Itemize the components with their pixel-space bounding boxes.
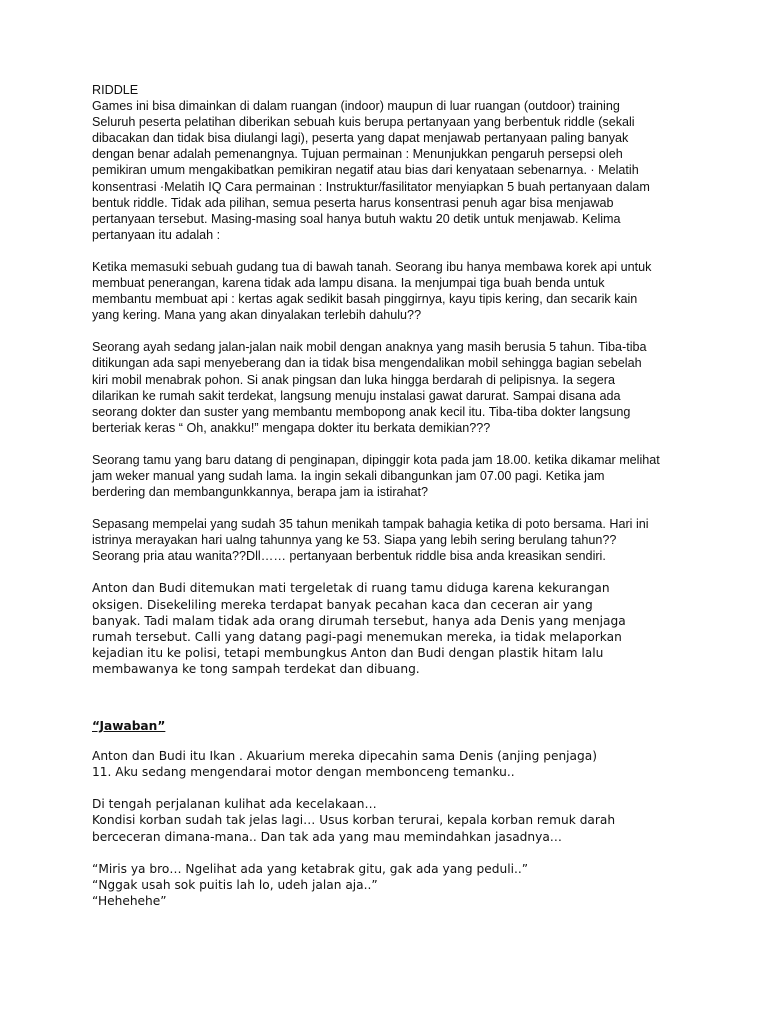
answer-heading — [92, 718, 692, 734]
text-line: “Miris ya bro… Ngelihat ada yang ketabrak gitu, gak ada yang peduli..” — [92, 861, 529, 876]
text-line: Kondisi korban sudah tak jelas lagi… Usus korban terurai, kepala korban remuk darah — [92, 813, 616, 828]
text-line: pertanyaan tersebut. Masing-masing soal hanya butuh waktu 20 detik untuk menjawab. Kelima — [92, 211, 621, 226]
text-line: Ketika memasuki sebuah gudang tua di bawah tanah. Seorang ibu hanya membawa korek api untuk — [92, 259, 652, 274]
text-line: ditikungan ada sapi menyeberang dan ia tidak bisa mengendalikan mobil sehingga bagian sebelah — [92, 356, 642, 371]
text-line: Sepasang mempelai yang sudah 35 tahun menikah tampak bahagia ketika di poto bersama. Hari ini — [92, 517, 649, 532]
text-line: banyak. Tadi malam tidak ada orang dirumah tersebut, hanya ada Denis yang menjaga — [92, 613, 626, 628]
text-line: rumah tersebut. Calli yang datang pagi-pagi menemukan mereka, ia tidak melaporkan — [92, 630, 622, 645]
document-page — [92, 82, 692, 909]
text-line: jam weker manual yang sudah lama. Ia ingin sekali dibangunkan jam 07.00 pagi. Ketika jam — [92, 468, 605, 483]
text-line: dibacakan dan tidak bisa diulangi lagi), peserta yang dapat menjawab pertanyaan paling banyak — [92, 131, 629, 146]
text-line: 11. Aku sedang mengendarai motor dengan membonceng temanku.. — [92, 765, 515, 780]
text-line: yang kering. Mana yang akan dinyalakan terlebih dahulu?? — [92, 308, 422, 323]
text-line: Seorang ayah sedang jalan-jalan naik mobil dengan anaknya yang masih berusia 5 tahun. Tiba-tiba — [92, 340, 647, 355]
text-line: Seorang pria atau wanita??Dll…… pertanyaan berbentuk riddle bisa anda kreasikan sendiri. — [92, 549, 606, 564]
text-line: konsentrasi ·Melatih IQ Cara permainan : Instruktur/fasilitator menyiapkan 5 buah pertanyaan dalam — [92, 179, 650, 194]
story-1-paragraph — [92, 796, 692, 845]
answer-heading-text: “Jawaban” — [92, 718, 166, 733]
text-line: membuat penerangan, karena tidak ada lampu disana. Ia menjumpai tiga buah benda untuk — [92, 276, 605, 291]
riddle-1-paragraph — [92, 259, 692, 323]
text-line: membawanya ke tong sampah terdekat dan dibuang. — [92, 662, 420, 677]
text-line: dengan benar adalah pemenangnya. Tujuan permainan : Menunjukkan pengaruh persepsi oleh — [92, 147, 623, 162]
text-line: berceceran dimana-mana.. Dan tak ada yang mau memindahkan jasadnya… — [92, 829, 562, 844]
text-line: oksigen. Disekeliling mereka terdapat banyak pecahan kaca dan ceceran air yang — [92, 597, 593, 612]
riddle-5-paragraph — [92, 580, 692, 677]
text-line: Seluruh peserta pelatihan diberikan sebuah kuis berupa pertanyaan yang berbentuk riddle (sekali — [92, 115, 635, 130]
text-line: berdering dan membangunkkannya, berapa jam ia istirahat? — [92, 485, 429, 500]
text-line: Anton dan Budi itu Ikan . Akuarium mereka dipecahin sama Denis (anjing penjaga) — [92, 748, 597, 763]
text-line: dilarikan ke rumah sakit terdekat, langsung menuju instalasi gawat darurat. Sampai disana ada — [92, 388, 621, 403]
story-2-paragraph — [92, 861, 692, 910]
text-line: istrinya merayakan hari ualng tahunnya yang ke 53. Siapa yang lebih sering berulang tahun?? — [92, 533, 617, 548]
text-line: berteriak keras “ Oh, anakku!” mengapa dokter itu berkata demikian??? — [92, 420, 491, 435]
title-text: RIDDLE — [92, 83, 139, 97]
text-line: seorang dokter dan suster yang membantu membopong anak kecil itu. Tiba-tiba dokter langsung — [92, 404, 631, 419]
text-line: Anton dan Budi ditemukan mati tergeletak di ruang tamu diduga karena kekurangan — [92, 581, 610, 596]
riddle-2-paragraph — [92, 339, 692, 436]
text-line: Di tengah perjalanan kulihat ada kecelakaan… — [92, 797, 377, 812]
intro-paragraph — [92, 98, 692, 243]
answer-1-paragraph — [92, 748, 692, 780]
text-line: “Nggak usah sok puitis lah lo, udeh jalan aja..” — [92, 878, 378, 893]
text-line: bentuk riddle. Tidak ada pilihan, semua peserta harus konsentrasi penuh agar bisa menjawab — [92, 195, 614, 210]
text-line: membantu membuat api : kertas agak sedikit basah pinggirnya, kayu tipis kering, dan secarik kain — [92, 292, 638, 307]
text-line: pemikiran umum mengakibatkan pemikiran negatif atau bias dari kenyataan sebenarnya. · Melatih — [92, 163, 639, 178]
text-line: pertanyaan itu adalah : — [92, 227, 221, 242]
riddle-3-paragraph — [92, 452, 692, 500]
text-line: kiri mobil menabrak pohon. Si anak pingsan dan luka hingga berdarah di pelipisnya. Ia segera — [92, 372, 615, 387]
text-line: Seorang tamu yang baru datang di penginapan, dipinggir kota pada jam 18.00. ketika dikamar melihat — [92, 452, 660, 467]
riddle-4-paragraph — [92, 516, 692, 564]
text-line: Games ini bisa dimainkan di dalam ruangan (indoor) maupun di luar ruangan (outdoor) training — [92, 99, 620, 114]
text-line: “Hehehehe” — [92, 894, 167, 909]
text-line: kejadian itu ke polisi, tetapi membungkus Anton dan Budi dengan plastik hitam lalu — [92, 646, 604, 661]
document-title — [92, 82, 692, 98]
